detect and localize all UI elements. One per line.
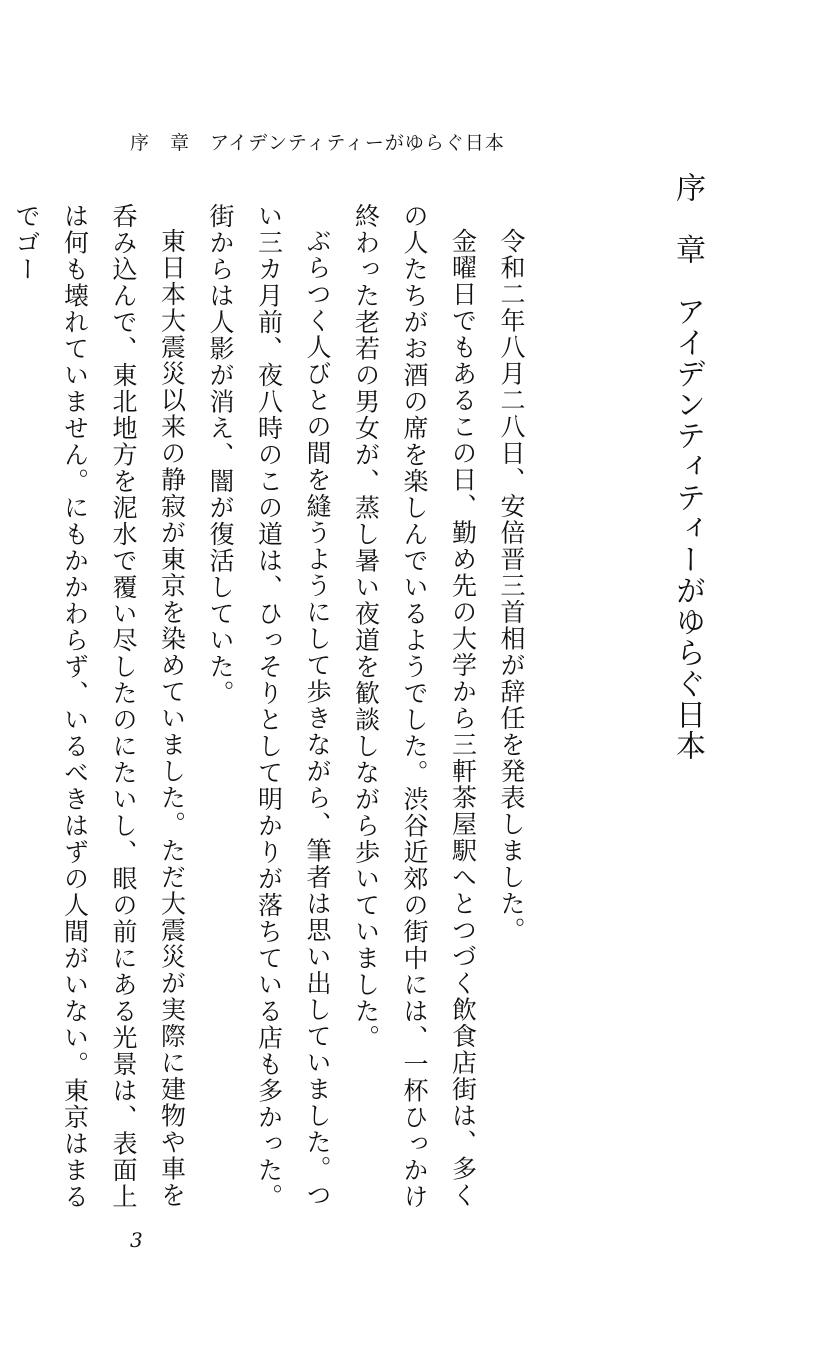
- page-number: 3: [130, 1228, 143, 1252]
- paragraph: ぶらつく人びとの間を縫うようにして歩きながら、筆者は思い出していました。つい三カ月前、夜八時のこの道は、ひっそりとして明かりが落ちている店も多かった。街からは人影が消え、闇が復活していた。: [206, 203, 332, 1210]
- running-head: 序 章 アイデンティティーがゆらぐ日本: [130, 132, 505, 154]
- paragraph: 東日本大震災以来の静寂が東京を染めていました。ただ大震災が実際に建物や車を呑み込んで、東北地方を泥水で覆い尽したのにたいし、眼の前にある光景は、表面上は何も壊れていません。にもかかわらず、いるべきはずの人間がいない。東京はまるでゴー: [12, 203, 187, 1210]
- chapter-title: 序 章 アイデンティティーがゆらぐ日本: [670, 172, 705, 761]
- body-text: [2, 203, 536, 1213]
- paragraph: 金曜日でもあるこの日、勤め先の大学から三軒茶屋駅へとつづく飲食店街は、多くの人たちがお酒の席を楽しんでいるようでした。渋谷近郊の街中には、一杯ひっかけ終わった老若の男女が、蒸し暑い夜道を歓談しながら歩いていました。: [351, 203, 478, 1210]
- paragraph: 令和二年八月二八日、安倍晋三首相が辞任を発表しました。: [497, 228, 526, 944]
